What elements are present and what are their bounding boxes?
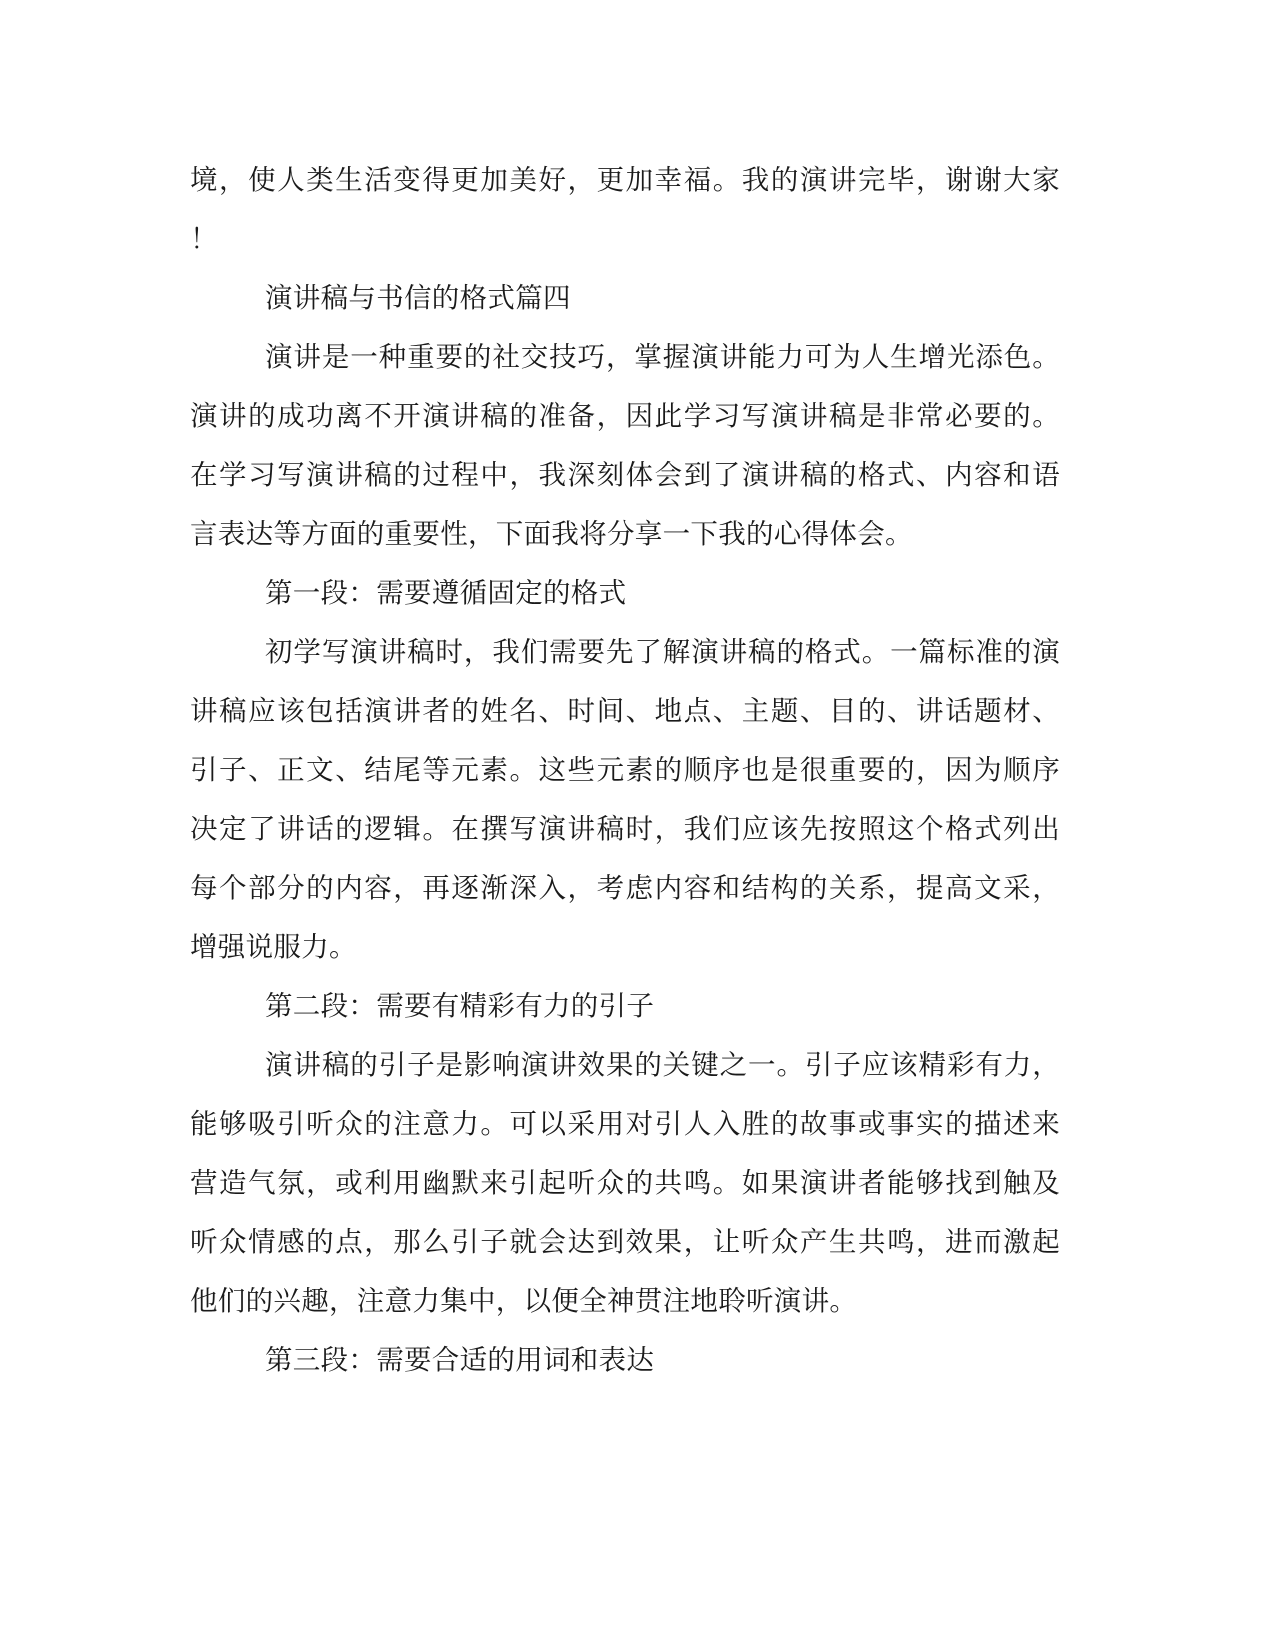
- text-line: [0, 750, 1275, 790]
- text-line-content: 境，使人类生活变得更加美好，更加幸福。我的演讲完毕，谢谢大家: [190, 164, 1060, 196]
- text-line: [0, 809, 1275, 849]
- text-line: [0, 927, 1275, 967]
- text-line-content: 引子、正文、结尾等元素。这些元素的顺序也是很重要的，因为顺序: [190, 754, 1060, 786]
- text-line: [0, 1222, 1275, 1262]
- text-line-content: 言表达等方面的重要性，下面我将分享一下我的心得体会。: [190, 518, 913, 550]
- text-line-content: 他们的兴趣，注意力集中，以便全神贯注地聆听演讲。: [190, 1285, 858, 1317]
- text-line: [0, 632, 1275, 672]
- text-line: [0, 691, 1275, 731]
- section-heading-text: 第一段：需要遵循固定的格式: [265, 577, 627, 609]
- section-heading-text: 演讲稿与书信的格式篇四: [265, 282, 571, 314]
- text-line-content: 讲稿应该包括演讲者的姓名、时间、地点、主题、目的、讲话题材、: [190, 695, 1060, 727]
- text-line: [0, 219, 1275, 259]
- text-line-content: 演讲的成功离不开演讲稿的准备，因此学习写演讲稿是非常必要的。: [190, 400, 1060, 432]
- text-line-content: 营造气氛，或利用幽默来引起听众的共鸣。如果演讲者能够找到触及: [190, 1167, 1060, 1199]
- text-line-content: 初学写演讲稿时，我们需要先了解演讲稿的格式。一篇标准的演: [265, 636, 1060, 668]
- text-line: [0, 514, 1275, 554]
- text-line: [0, 396, 1275, 436]
- text-line-content: 增强说服力。: [190, 931, 357, 963]
- text-line: [0, 1163, 1275, 1203]
- text-line: [0, 337, 1275, 377]
- text-line-content: 每个部分的内容，再逐渐深入，考虑内容和结构的关系，提高文采，: [190, 872, 1060, 904]
- text-line-content: 演讲是一种重要的社交技巧，掌握演讲能力可为人生增光添色。: [265, 341, 1060, 373]
- text-line: [0, 1045, 1275, 1085]
- text-line-content: 能够吸引听众的注意力。可以采用对引人入胜的故事或事实的描述来: [190, 1108, 1060, 1140]
- text-line: [0, 1104, 1275, 1144]
- section-heading-text: 第三段：需要合适的用词和表达: [265, 1344, 655, 1376]
- text-line: [0, 455, 1275, 495]
- text-line-content: ！: [190, 223, 218, 255]
- section-heading: [0, 278, 1275, 318]
- text-line: [0, 868, 1275, 908]
- text-line: [0, 1281, 1275, 1321]
- section-heading: [0, 573, 1275, 613]
- section-heading: [0, 986, 1275, 1026]
- text-line-content: 演讲稿的引子是影响演讲效果的关键之一。引子应该精彩有力，: [265, 1049, 1060, 1081]
- text-line: [0, 160, 1275, 200]
- text-line-content: 听众情感的点，那么引子就会达到效果，让听众产生共鸣，进而激起: [190, 1226, 1060, 1258]
- text-line-content: 决定了讲话的逻辑。在撰写演讲稿时，我们应该先按照这个格式列出: [190, 813, 1060, 845]
- section-heading: [0, 1340, 1275, 1380]
- text-line-content: 在学习写演讲稿的过程中，我深刻体会到了演讲稿的格式、内容和语: [190, 459, 1060, 491]
- section-heading-text: 第二段：需要有精彩有力的引子: [265, 990, 655, 1022]
